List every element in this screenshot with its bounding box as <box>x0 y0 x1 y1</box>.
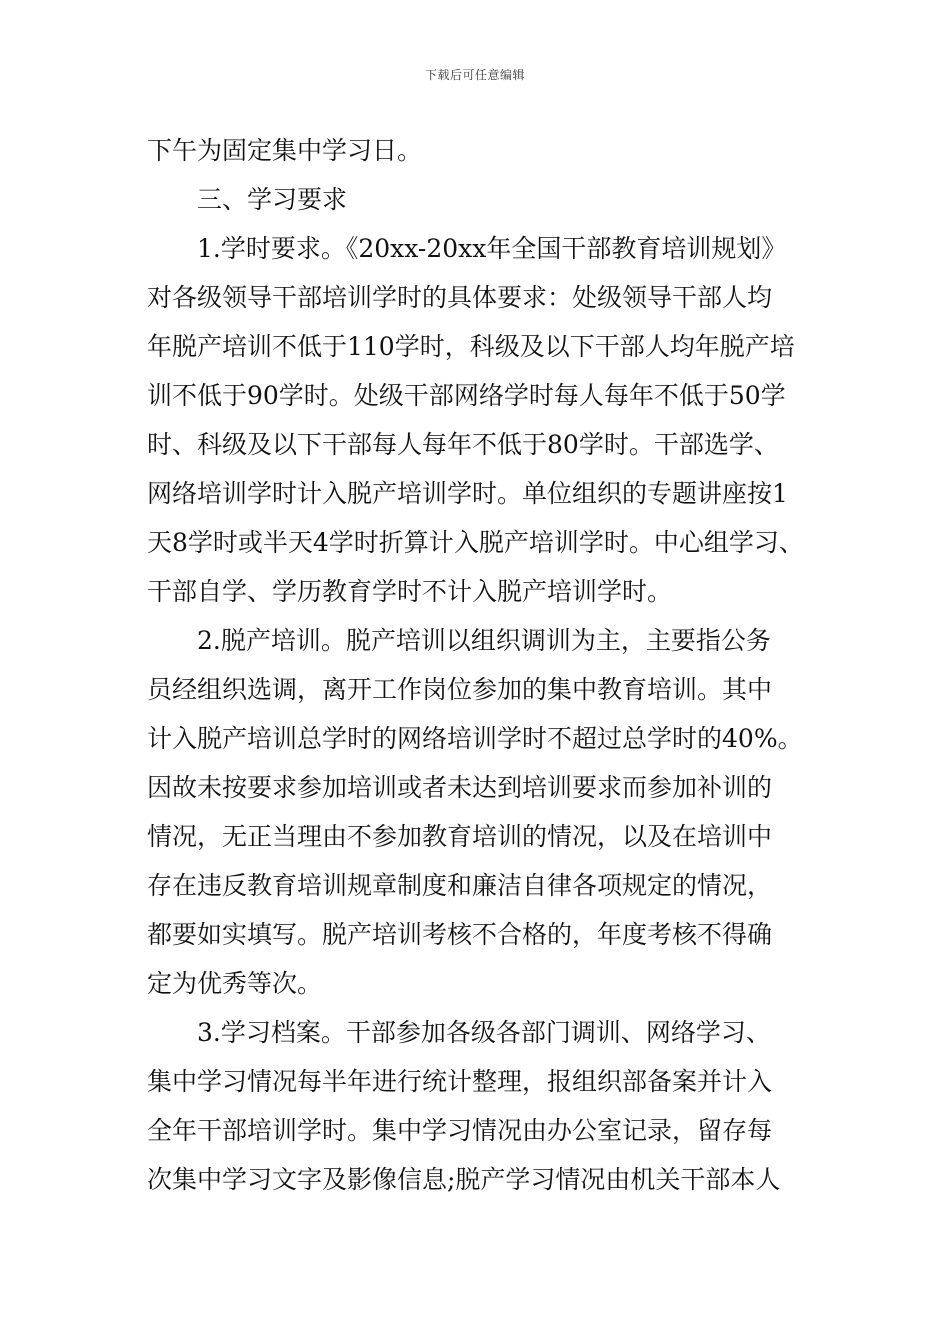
paragraph-start: 2.脱产培训。脱产培训以组织调训为主，主要指公务 <box>197 626 771 655</box>
text-line: 全年干部培训学时。集中学习情况由办公室记录，留存每 <box>147 1116 773 1145</box>
text-line: 次集中学习文字及影像信息;脱产学习情况由机关干部本人 <box>147 1165 781 1194</box>
text-line: 定为优秀等次。 <box>147 969 323 998</box>
text-line: 因故未按要求参加培训或者未达到培训要求而参加补训的 <box>147 773 773 802</box>
text-line: 对各级领导干部培训学时的具体要求：处级领导干部人均 <box>147 283 773 312</box>
document-body <box>147 126 817 1204</box>
text-line: 天8学时或半天4学时折算计入脱产培训学时。中心组学习、 <box>147 528 804 557</box>
text-line: 网络培训学时计入脱产培训学时。单位组织的专题讲座按1 <box>147 479 788 508</box>
paragraph-start: 1.学时要求。《20xx-20xx年全国干部教育培训规划》 <box>197 234 787 263</box>
text-line: 情况，无正当理由不参加教育培训的情况，以及在培训中 <box>147 822 773 851</box>
text-line: 年脱产培训不低于110学时，科级及以下干部人均年脱产培 <box>147 332 795 361</box>
text-line: 下午为固定集中学习日。 <box>147 136 423 165</box>
text-line: 训不低于90学时。处级干部网络学时每人每年不低于50学 <box>147 381 786 410</box>
page-header: 下载后可任意编辑 <box>424 68 525 82</box>
text-line: 都要如实填写。脱产培训考核不合格的，年度考核不得确 <box>147 920 773 949</box>
text-line: 干部自学、学历教育学时不计入脱产培训学时。 <box>147 577 673 606</box>
section-heading: 三、学习要求 <box>197 185 348 214</box>
text-line: 时、科级及以下干部每人每年不低于80学时。干部选学、 <box>147 430 779 459</box>
text-line: 员经组织选调，离开工作岗位参加的集中教育培训。其中 <box>147 675 773 704</box>
text-line: 集中学习情况每半年进行统计整理，报组织部备案并计入 <box>147 1067 773 1096</box>
text-line: 存在违反教育培训规章制度和廉洁自律各项规定的情况， <box>147 871 773 900</box>
paragraph-start: 3.学习档案。干部参加各级各部门调训、网络学习、 <box>197 1018 771 1047</box>
text-line: 计入脱产培训总学时的网络培训学时不超过总学时的40%。 <box>147 724 803 753</box>
